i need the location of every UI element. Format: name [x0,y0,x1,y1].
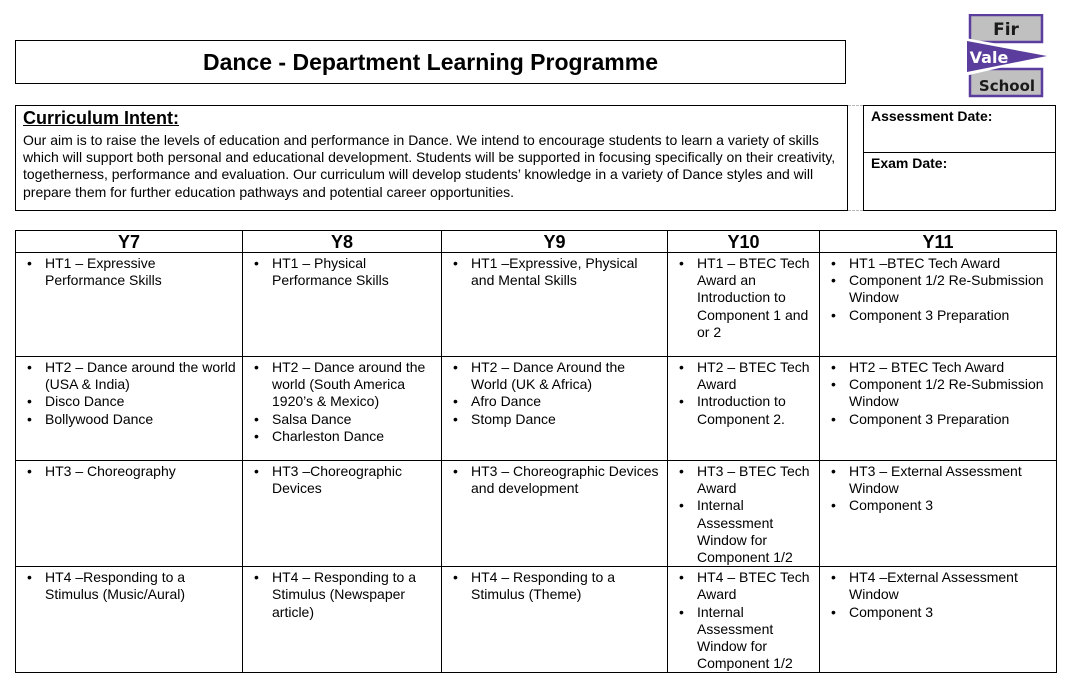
page-title: Dance - Department Learning Programme [202,48,658,75]
cell-ht4-y7 [16,567,243,673]
list-item: • HT1 –BTEC Tech Award [820,255,1056,272]
cell-ht1-y9 [442,253,668,357]
curriculum-intent-heading: Curriculum Intent: [23,108,179,128]
list-item: • Salsa Dance [243,411,441,428]
table-row-ht4 [16,567,1057,673]
list-item: • Disco Dance [16,393,242,410]
cell-ht4-y8 [243,567,442,673]
list-item: • Internal Assessment Window for Component 1/2 [668,497,819,566]
school-logo [963,14,1055,98]
list-item: • HT3 – Choreographic Devices and development [442,463,667,497]
table-header-row [16,231,1057,253]
column-header-y7: Y7 [16,231,243,253]
bullet-list [820,569,1056,621]
cell-ht4-y11 [820,567,1057,673]
list-item: • HT2 – BTEC Tech Award [820,359,1056,376]
list-item: • HT2 – Dance around the world (USA & India) [16,359,242,393]
cell-ht1-y8 [243,253,442,357]
bullet-list [668,569,819,672]
table-row-ht3 [16,461,1057,567]
cell-ht4-y9 [442,567,668,673]
cell-ht2-y10 [668,357,820,461]
column-header-y10: Y10 [668,231,820,253]
divider [848,105,863,211]
table-row-ht2 [16,357,1057,461]
column-header-y8: Y8 [243,231,442,253]
list-item: • Bollywood Dance [16,411,242,428]
list-item: • Charleston Dance [243,428,441,445]
bullet-list [243,463,441,497]
bullet-list [668,255,819,341]
bullet-list [16,359,242,428]
cell-ht2-y8 [243,357,442,461]
list-item: • HT4 –External Assessment Window [820,569,1056,603]
list-item: • Stomp Dance [442,411,667,428]
cell-ht3-y11 [820,461,1057,567]
bullet-list [16,255,242,289]
list-item: • Component 3 [820,497,1056,514]
list-item: • HT3 – Choreography [16,463,242,480]
dates-box [863,105,1056,211]
list-item: • Component 1/2 Re-Submission Window [820,272,1056,306]
logo-text-fir: Fir [993,20,1019,40]
cell-ht1-y7 [16,253,243,357]
bullet-list [820,463,1056,515]
bullet-list [442,463,667,497]
list-item: • HT4 – BTEC Tech Award [668,569,819,603]
table-row-ht1 [16,253,1057,357]
bullet-list [668,463,819,566]
cell-ht2-y11 [820,357,1057,461]
logo-graphic [963,14,1055,98]
column-header-y11: Y11 [820,231,1057,253]
bullet-list [442,569,667,603]
list-item: • HT4 – Responding to a Stimulus (Newspaper article) [243,569,441,621]
list-item: • HT2 – Dance around the world (South America 1920’s & Mexico) [243,359,441,411]
list-item: • Component 3 Preparation [820,411,1056,428]
cell-ht3-y9 [442,461,668,567]
bullet-list [243,569,441,621]
bullet-list [243,255,441,289]
bullet-list [820,359,1056,428]
cell-ht3-y8 [243,461,442,567]
list-item: • HT4 –Responding to a Stimulus (Music/Aural) [16,569,242,603]
curriculum-intent-text: Our aim is to raise the levels of education and performance in Dance. We intend to encourage students to learn a variety of skills which will support both personal and educational development. Students will be supported in focusing specifically on their creativity, togetherness, performance and evaluation. Our curriculum will develop students’ knowledge in a variety of Dance styles and will prepare them for further education pathways and potential career opportunities. [23,132,836,200]
list-item: • HT3 –Choreographic Devices [243,463,441,497]
cell-ht2-y9 [442,357,668,461]
list-item: • Introduction to Component 2. [668,393,819,427]
list-item: • HT1 – Physical Performance Skills [243,255,441,289]
cell-ht1-y10 [668,253,820,357]
bullet-list [442,359,667,428]
bullet-list [442,255,667,289]
column-header-y9: Y9 [442,231,668,253]
list-item: • HT2 – BTEC Tech Award [668,359,819,393]
list-item: • Component 3 Preparation [820,307,1056,324]
list-item: • HT1 –Expressive, Physical and Mental Skills [442,255,667,289]
list-item: • Afro Dance [442,393,667,410]
exam-date-label: Exam Date: [864,152,1055,210]
title-box [15,40,846,84]
bullet-list [243,359,441,445]
cell-ht2-y7 [16,357,243,461]
cell-ht4-y10 [668,567,820,673]
logo-text-vale: Vale [969,48,1009,67]
learning-programme-table [15,230,1057,673]
bullet-list [16,463,242,480]
cell-ht1-y11 [820,253,1057,357]
logo-text-school: School [978,77,1036,95]
bullet-list [16,569,242,603]
cell-ht3-y7 [16,461,243,567]
list-item: • Component 3 [820,604,1056,621]
bullet-list [820,255,1056,324]
bullet-list [668,359,819,428]
curriculum-intent-box [15,105,848,211]
cell-ht3-y10 [668,461,820,567]
list-item: • Component 1/2 Re-Submission Window [820,376,1056,410]
list-item: • HT2 – Dance Around the World (UK & Africa) [442,359,667,393]
list-item: • HT3 – External Assessment Window [820,463,1056,497]
list-item: • HT1 – Expressive Performance Skills [16,255,242,289]
list-item: • HT3 – BTEC Tech Award [668,463,819,497]
list-item: • HT1 – BTEC Tech Award an Introduction to Component 1 and or 2 [668,255,819,341]
list-item: • HT4 – Responding to a Stimulus (Theme) [442,569,667,603]
assessment-date-label: Assessment Date: [871,108,993,124]
list-item: • Internal Assessment Window for Component 1/2 [668,604,819,673]
